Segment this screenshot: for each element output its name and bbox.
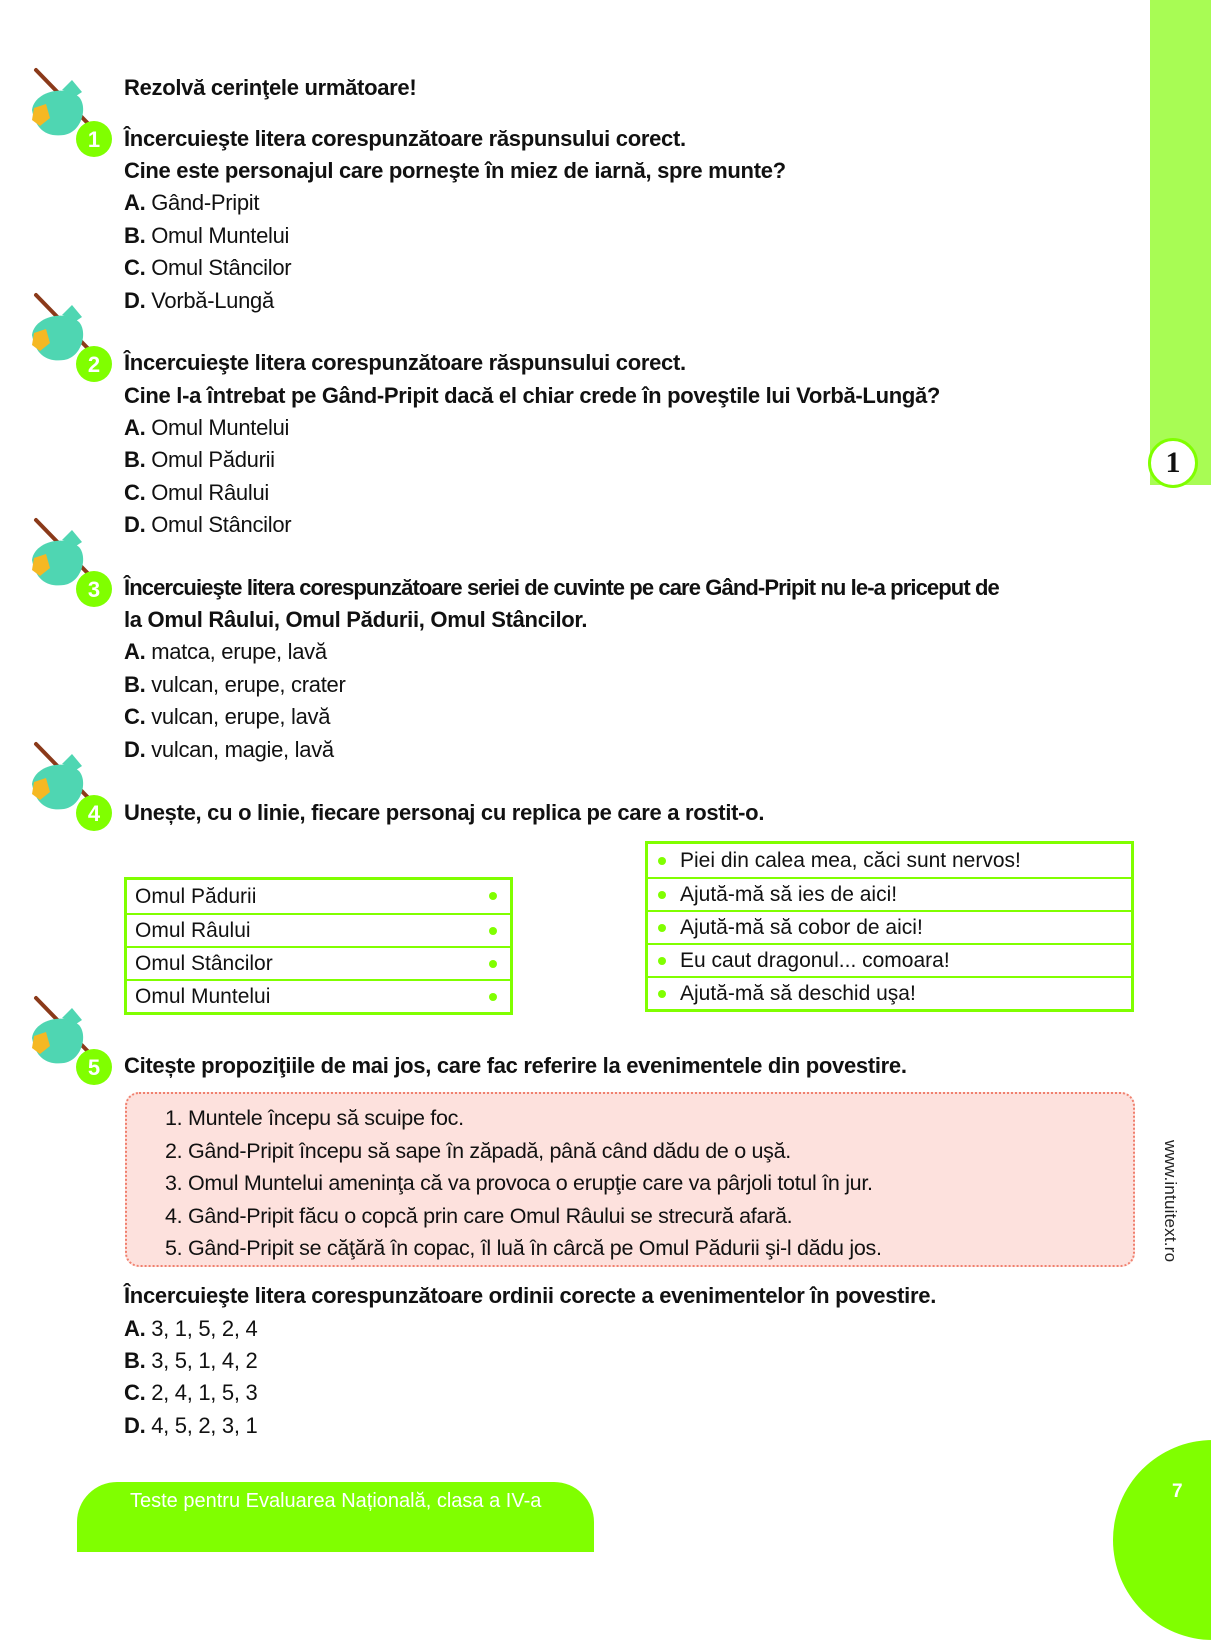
option-text: Omul Muntelui: [151, 223, 290, 248]
character-name: Omul Râului: [135, 918, 251, 942]
connector-dot[interactable]: [658, 957, 666, 965]
connector-dot[interactable]: [658, 891, 666, 899]
reply-text: Ajută-mă să deschid uşa!: [680, 981, 916, 1005]
question-number-badge: 3: [87, 577, 101, 602]
question-1-option-c[interactable]: [124, 252, 291, 285]
question-3-option-d[interactable]: [124, 734, 334, 767]
question-1-prompt: Cine este personajul care porneşte în miez de iarnă, spre munte?: [124, 158, 786, 183]
option-text: vulcan, erupe, crater: [151, 672, 346, 697]
question-number-badge: 4: [87, 801, 101, 826]
footer-title: Teste pentru Evaluarea Națională, clasa a IV-a: [130, 1490, 542, 1512]
question-3-option-a[interactable]: [124, 636, 327, 669]
connector-dot[interactable]: [658, 990, 666, 998]
question-1-option-d[interactable]: [124, 285, 274, 318]
question-number-badge: 5: [87, 1055, 101, 1080]
option-text: Omul Pădurii: [151, 447, 275, 472]
option-letter: B.: [124, 447, 146, 472]
question-5-icon: [24, 990, 124, 1085]
reply-text: Piei din calea mea, căci sunt nervos!: [680, 848, 1021, 872]
question-4-icon: [24, 736, 124, 831]
question-2-instruction: Încercuieşte litera corespunzătoare răspunsului corect.: [124, 350, 686, 375]
events-list: [165, 1102, 882, 1265]
events-box: [125, 1092, 1135, 1267]
option-text: Gând-Pripit: [151, 190, 260, 215]
replies-table: [645, 841, 1134, 1012]
question-5-option-c[interactable]: [124, 1377, 257, 1410]
question-5-instruction: Citește propoziţiile de mai jos, care fac referire la evenimentele din povestire.: [124, 1053, 907, 1078]
bindle-icon: [24, 62, 124, 157]
event-item: 3. Omul Muntelui ameninţa că va provoca o erupţie care va pârjoli totul în jur.: [165, 1171, 873, 1195]
option-text: 4, 5, 2, 3, 1: [151, 1413, 258, 1438]
page-instruction: Rezolvă cerinţele următoare!: [124, 75, 417, 100]
option-text: matca, erupe, lavă: [151, 639, 327, 664]
question-4-instruction: Unește, cu o linie, fiecare personaj cu replica pe care a rostit-o.: [124, 800, 765, 825]
option-letter: B.: [124, 672, 146, 697]
option-text: 3, 1, 5, 2, 4: [151, 1316, 258, 1341]
page-number: 7: [1172, 1481, 1183, 1502]
option-text: vulcan, magie, lavă: [151, 737, 334, 762]
character-row[interactable]: [127, 880, 510, 913]
character-name: Omul Muntelui: [135, 984, 271, 1008]
option-letter: D.: [124, 288, 146, 313]
option-letter: C.: [124, 1380, 146, 1405]
connector-dot[interactable]: [489, 993, 497, 1001]
question-5-option-b[interactable]: [124, 1345, 257, 1378]
option-text: Omul Muntelui: [151, 415, 290, 440]
connector-dot[interactable]: [658, 924, 666, 932]
event-item: 1. Muntele începu să scuipe foc.: [165, 1106, 464, 1130]
option-letter: B.: [124, 1348, 146, 1373]
option-letter: D.: [124, 512, 146, 537]
question-2-icon: [24, 287, 124, 382]
option-text: vulcan, erupe, lavă: [151, 704, 331, 729]
option-text: Omul Stâncilor: [151, 512, 292, 537]
chapter-number: 1: [1165, 446, 1181, 479]
option-letter: B.: [124, 223, 146, 248]
event-item: 4. Gând-Pripit făcu o copcă prin care Omul Râului se strecură afară.: [165, 1203, 793, 1228]
option-text: 2, 4, 1, 5, 3: [151, 1380, 258, 1405]
option-letter: A.: [124, 639, 146, 664]
question-2-prompt: Cine l-a întrebat pe Gând-Pripit dacă el chiar crede în poveştile lui Vorbă-Lungă?: [124, 383, 941, 408]
option-letter: A.: [124, 190, 146, 215]
option-letter: D.: [124, 737, 146, 762]
option-letter: C.: [124, 255, 146, 280]
connector-dot[interactable]: [489, 960, 497, 968]
reply-row[interactable]: [648, 877, 1131, 910]
option-letter: C.: [124, 704, 146, 729]
characters-table: [124, 877, 513, 1015]
character-name: Omul Stâncilor: [135, 951, 273, 975]
question-number-badge: 2: [87, 352, 101, 377]
question-3-option-c[interactable]: [124, 701, 330, 734]
page-corner: [1113, 1440, 1211, 1640]
site-url: www.intuitext.ro: [1161, 1140, 1180, 1263]
connector-dot[interactable]: [658, 857, 666, 865]
character-row[interactable]: [127, 913, 510, 946]
reply-row[interactable]: [648, 844, 1131, 877]
character-name: Omul Pădurii: [135, 884, 257, 908]
reply-text: Ajută-mă să cobor de aici!: [680, 915, 923, 939]
bindle-icon: [24, 990, 124, 1085]
option-letter: D.: [124, 1413, 146, 1438]
question-3-icon: [24, 512, 124, 607]
event-item: 5. Gând-Pripit se căţără în copac, îl luă în cârcă pe Omul Pădurii şi-l dădu jos.: [165, 1236, 882, 1260]
bindle-icon: [24, 512, 124, 607]
question-3-prompt: la Omul Râului, Omul Pădurii, Omul Stâncilor.: [124, 607, 588, 632]
question-3-instruction: Încercuieşte litera corespunzătoare seriei de cuvinte pe care Gând-Pripit nu le-a priceput de: [124, 575, 999, 600]
question-2-option-a[interactable]: [124, 412, 289, 445]
question-1-option-b[interactable]: [124, 220, 289, 253]
reply-text: Ajută-mă să ies de aici!: [680, 882, 898, 906]
option-letter: A.: [124, 415, 146, 440]
question-1-option-a[interactable]: [124, 187, 259, 220]
question-5-prompt: Încercuieşte litera corespunzătoare ordinii corecte a evenimentelor în povestire.: [124, 1283, 937, 1308]
option-letter: C.: [124, 480, 146, 505]
question-5-option-a[interactable]: [124, 1313, 257, 1346]
footer-banner: [77, 1482, 594, 1552]
question-2-option-d[interactable]: [124, 509, 291, 542]
question-5-option-d[interactable]: [124, 1410, 257, 1443]
bindle-icon: [24, 736, 124, 831]
option-text: 3, 5, 1, 4, 2: [151, 1348, 258, 1373]
option-letter: A.: [124, 1316, 146, 1341]
option-text: Omul Stâncilor: [151, 255, 292, 280]
character-row[interactable]: [127, 946, 510, 979]
question-number-badge: 1: [87, 127, 101, 152]
question-1-instruction: Încercuieşte litera corespunzătoare răspunsului corect.: [124, 126, 686, 151]
option-text: Omul Râului: [151, 480, 269, 505]
chapter-sidebar: [1150, 0, 1211, 485]
event-item: 2. Gând-Pripit începu să sape în zăpadă, până când dădu de o uşă.: [165, 1138, 791, 1163]
bindle-icon: [24, 287, 124, 382]
connector-dot[interactable]: [489, 927, 497, 935]
question-2-option-c[interactable]: [124, 477, 269, 510]
reply-row[interactable]: [648, 976, 1131, 1009]
chapter-badge: [1148, 438, 1198, 488]
reply-text: Eu caut dragonul... comoara!: [680, 948, 950, 972]
option-text: Vorbă-Lungă: [151, 288, 274, 313]
reply-row[interactable]: [648, 943, 1131, 976]
question-3-option-b[interactable]: [124, 669, 345, 702]
question-1-icon: [24, 62, 124, 157]
character-row[interactable]: [127, 979, 510, 1012]
reply-row[interactable]: [648, 910, 1131, 943]
connector-dot[interactable]: [489, 892, 497, 900]
question-2-option-b[interactable]: [124, 444, 275, 477]
